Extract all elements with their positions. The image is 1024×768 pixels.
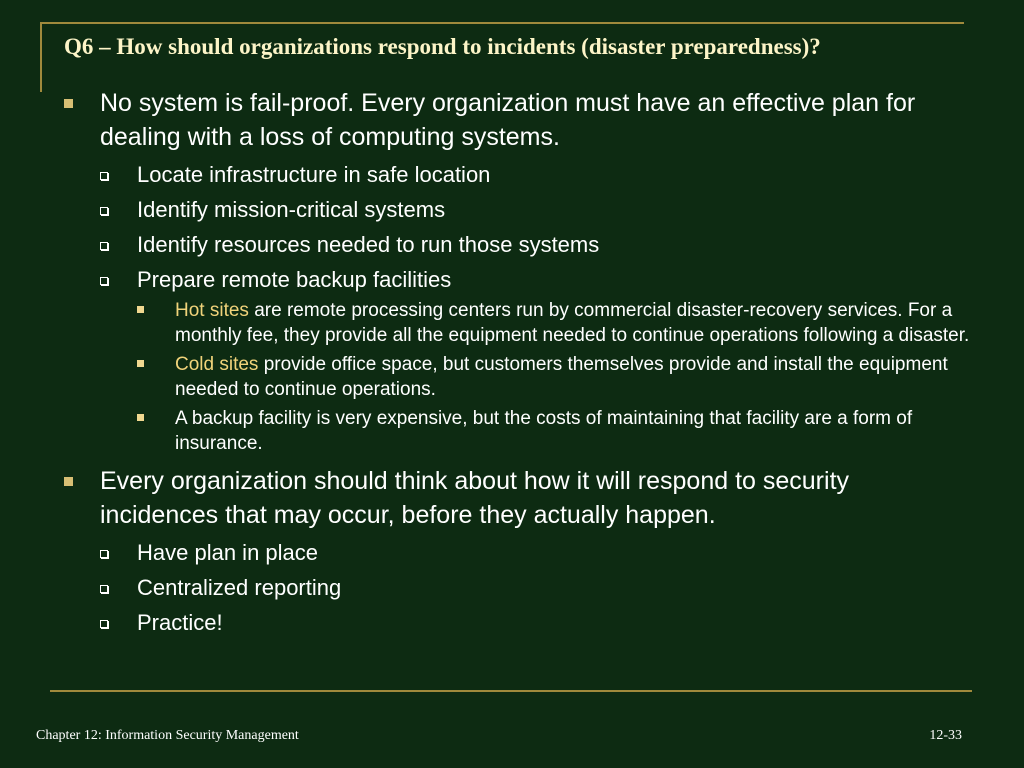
sub-bullet-item [100, 195, 970, 224]
sub-sub-bullet-text: are remote processing centers run by commercial disaster-recovery services. For a monthly fee, they provide all the equipment needed to continue operations following a disaster. [175, 300, 970, 346]
hollow-square-bullet-icon [100, 207, 108, 215]
slide-title: Q6 – How should organizations respond to incidents (disaster preparedness)? [64, 34, 821, 59]
sub-sub-bullet-text: A backup facility is very expensive, but the costs of maintaining that facility are a form of insurance. [175, 408, 913, 454]
sub-bullet-text: Have plan in place [137, 540, 319, 565]
sub-bullet-text: Identify mission-critical systems [137, 197, 446, 222]
sub-bullet-item [100, 538, 970, 567]
small-square-bullet-icon [137, 360, 144, 367]
bullet-text: No system is fail-proof. Every organization must have an effective plan for dealing with a loss of computing systems. [100, 89, 916, 151]
sub-bullet-text: Prepare remote backup facilities [137, 267, 452, 292]
sub-bullet-item [100, 608, 970, 637]
sub-bullet-text: Centralized reporting [137, 575, 342, 600]
sub-sub-bullet-item [137, 298, 970, 348]
bullet-text: Every organization should think about how it will respond to security incidences that may occur, before they actually happen. [100, 467, 850, 529]
sub-bullet-text: Identify resources needed to run those systems [137, 232, 600, 257]
hollow-square-bullet-icon [100, 172, 108, 180]
footer-rule [50, 690, 972, 692]
slide-content [60, 84, 970, 637]
bullet-item [60, 86, 970, 154]
hollow-square-bullet-icon [100, 550, 108, 558]
footer-page-number: 12-33 [929, 728, 962, 743]
sub-bullet-text: Practice! [137, 610, 223, 635]
term-cold-sites: Cold sites [175, 354, 259, 375]
sub-bullet-text: Locate infrastructure in safe location [137, 162, 491, 187]
hollow-square-bullet-icon [100, 242, 108, 250]
square-bullet-icon [64, 99, 73, 108]
sub-sub-bullet-item [137, 352, 970, 402]
small-square-bullet-icon [137, 414, 144, 421]
term-hot-sites: Hot sites [175, 300, 249, 321]
sub-bullet-item [100, 230, 970, 259]
sub-bullet-item [100, 160, 970, 189]
footer-chapter: Chapter 12: Information Security Management [36, 728, 299, 743]
sub-sub-bullet-text: provide office space, but customers themselves provide and install the equipment needed to continue operations. [175, 354, 948, 400]
title-frame-top-rule [40, 22, 964, 24]
square-bullet-icon [64, 477, 73, 486]
hollow-square-bullet-icon [100, 620, 108, 628]
title-frame-left-rule [40, 22, 42, 92]
hollow-square-bullet-icon [100, 585, 108, 593]
sub-sub-bullet-item [137, 406, 970, 456]
sub-bullet-item [100, 573, 970, 602]
hollow-square-bullet-icon [100, 277, 108, 285]
sub-bullet-item [100, 265, 970, 294]
small-square-bullet-icon [137, 306, 144, 313]
bullet-item [60, 464, 970, 532]
